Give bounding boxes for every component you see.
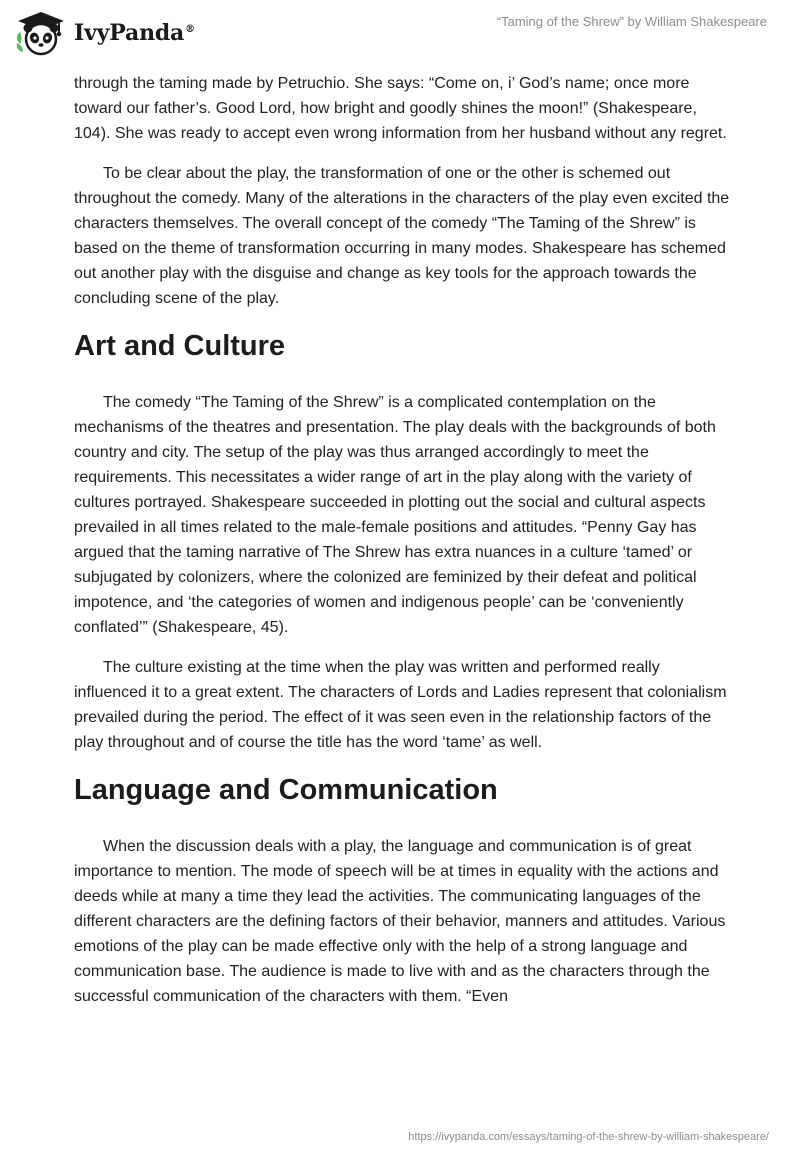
source-url[interactable]: https://ivypanda.com/essays/taming-of-the-shrew-by-william-shakespeare/ [408,1131,769,1143]
essay-content [74,71,730,1024]
paragraph: When the discussion deals with a play, the language and communication is of great importance to mention. The mode of speech will be at times in equality with the actions and deeds while at many a time they lead the activities. The communicating languages of the different characters are the defining factors of their behavior, manners and attitudes. Various emotions of the play can be made effective only with the help of a strong language and communication base. The audience is made to live with and as the characters through the successful communication of the characters with them. “Even [74,838,726,1005]
paragraph-continuation: through the taming made by Petruchio. She says: “Come on, i’ God’s name; once more toward our father’s. Good Lord, how bright and goodly shines the moon!” (Shakespeare, 104). She was ready to accept even wrong information from her husband without any regret. [74,75,727,142]
page-header [0,0,800,62]
paragraph: To be clear about the play, the transformation of one or the other is schemed out throughout the comedy. Many of the alterations in the characters of the play even excited the characters themselves. The overall concept of the comedy “The Taming of the Shrew” is based on the theme of transformation occurring in many modes. Shakespeare has schemed out another play with the disguise and change as key tools for the approach towards the concluding scene of the play. [74,165,730,307]
section-heading-art-and-culture: Art and Culture [74,330,286,362]
paragraph: The culture existing at the time when the play was written and performed really influenced it to a great extent. The characters of Lords and Ladies represent that colonialism prevailed during the period. The effect of it was seen even in the relationship factors of the play throughout and of course the title has the word ‘tame’ as well. [74,659,727,751]
document-title: “Taming of the Shrew” by William Shakespeare [496,14,767,29]
section-heading-language-and-communication: Language and Communication [74,774,498,806]
panda-graduation-cap-icon [14,8,68,58]
paragraph: The comedy “The Taming of the Shrew” is a complicated contemplation on the mechanisms of the theatres and presentation. The play deals with the backgrounds of both country and city. The setup of the play was thus arranged accordingly to meet the requirements. This necessitates a wider range of art in the play along with the variety of cultures portrayed. Shakespeare succeeded in plotting out the social and cultural aspects prevailed in all times related to the male-female positions and attitudes. “Penny Gay has argued that the taming narrative of The Shrew has extra nuances in a culture ‘tamed’ or subjugated by colonizers, where the colonized are feminized by their defeat and political impotence, and ‘the categories of women and indigenous people’ can be ‘conveniently conflated’” (Shakespeare, 45). [74,394,716,636]
ivypanda-logo[interactable] [14,8,195,58]
logo-wordmark: IvyPanda® [74,20,195,46]
